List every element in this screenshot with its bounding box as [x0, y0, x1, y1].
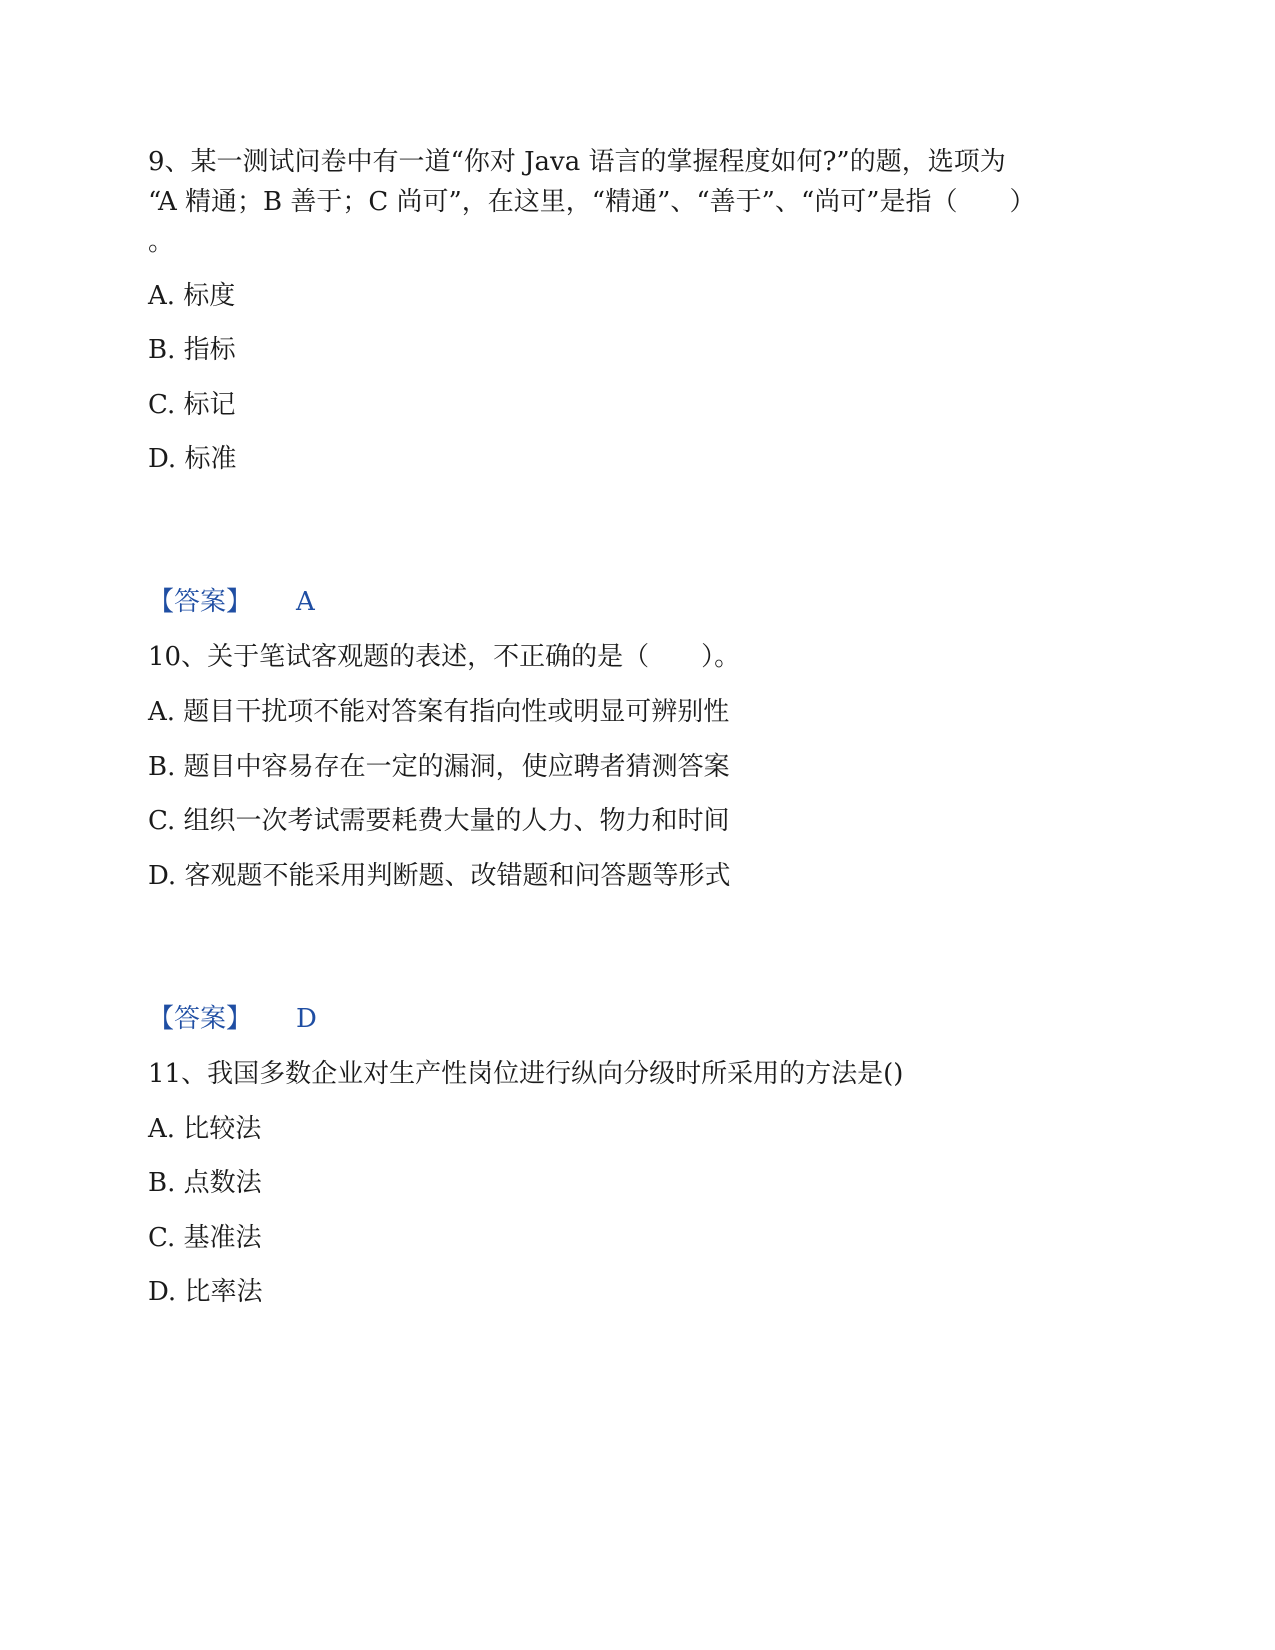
question-10-stem: 10、关于笔试客观题的表述，不正确的是（ ）。	[148, 642, 741, 672]
question-9-option-c: C. 标记	[148, 390, 236, 420]
answer-label: 【答案】	[148, 587, 253, 617]
answer-label: 【答案】	[148, 1004, 253, 1034]
answer-value: D	[296, 1004, 317, 1034]
question-10-option-b: B. 题目中容易存在一定的漏洞，使应聘者猜测答案	[148, 752, 730, 782]
question-10-option-d: D. 客观题不能采用判断题、改错题和问答题等形式	[148, 861, 731, 891]
question-9-option-a: A. 标度	[148, 281, 236, 311]
question-11-stem: 11、我国多数企业对生产性岗位进行纵向分级时所采用的方法是()	[148, 1059, 904, 1089]
question-9-stem-line-3: 。	[148, 227, 175, 257]
question-9-stem-line-2: “A 精通；B 善于；C 尚可”，在这里，“精通”、“善于”、“尚可”是指（ ）	[148, 187, 1036, 217]
question-9-stem-line-1: 9、某一测试问卷中有一道“你对 Java 语言的掌握程度如何?”的题，选项为	[148, 147, 1006, 177]
question-10-answer	[148, 1003, 317, 1035]
question-9-option-d: D. 标准	[148, 444, 237, 474]
question-11-option-d: D. 比率法	[148, 1277, 263, 1307]
question-9-answer	[148, 586, 315, 618]
question-9-option-b: B. 指标	[148, 335, 236, 365]
question-11-option-a: A. 比较法	[148, 1114, 262, 1144]
question-11-option-c: C. 基准法	[148, 1223, 262, 1253]
question-11-option-b: B. 点数法	[148, 1168, 262, 1198]
question-10-option-a: A. 题目干扰项不能对答案有指向性或明显可辨别性	[148, 697, 730, 727]
answer-value: A	[296, 587, 315, 617]
question-10-option-c: C. 组织一次考试需要耗费大量的人力、物力和时间	[148, 806, 730, 836]
